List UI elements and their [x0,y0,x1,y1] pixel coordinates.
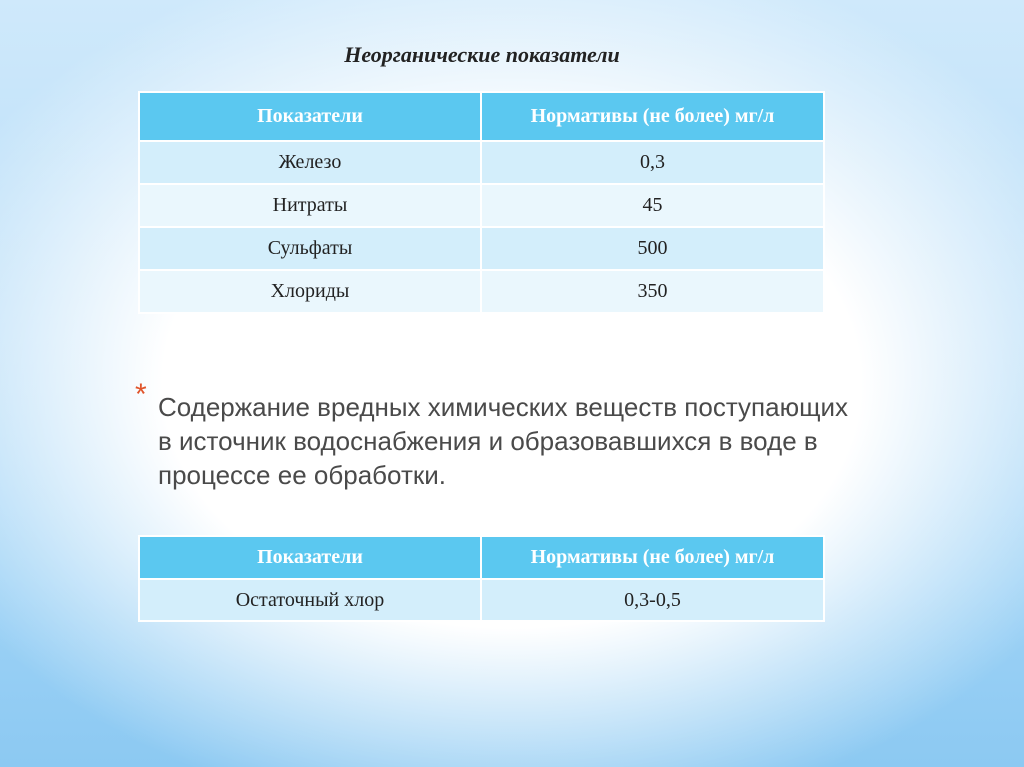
column-header-indicator: Показатели [139,536,481,579]
table-row [139,184,824,227]
inorganic-indicators-table [138,91,825,314]
indicator-name-cell: Железо [139,141,481,184]
table-row [139,270,824,313]
bullet-text: Содержание вредных химических веществ поступающих в источник водоснабжения и образовавшихся в воде в процессе ее обработки. [158,392,849,490]
table-row [139,579,824,621]
residual-chlorine-table [138,535,825,622]
norm-value-cell: 45 [481,184,824,227]
column-header-norm: Нормативы (не более) мг/л [481,92,824,141]
norm-value-cell: 0,3 [481,141,824,184]
indicator-name-cell: Сульфаты [139,227,481,270]
table-row [139,141,824,184]
asterisk-bullet-icon: * [135,378,147,411]
norm-value-cell: 350 [481,270,824,313]
indicator-name-cell: Нитраты [139,184,481,227]
column-header-indicator: Показатели [139,92,481,141]
table-header-row [139,92,824,141]
column-header-norm: Нормативы (не более) мг/л [481,536,824,579]
slide-title: Неорганические показатели [344,42,620,67]
norm-value-cell: 0,3-0,5 [481,579,824,621]
table-row [139,227,824,270]
norm-value-cell: 500 [481,227,824,270]
table-header-row [139,536,824,579]
indicator-name-cell: Остаточный хлор [139,579,481,621]
indicator-name-cell: Хлориды [139,270,481,313]
